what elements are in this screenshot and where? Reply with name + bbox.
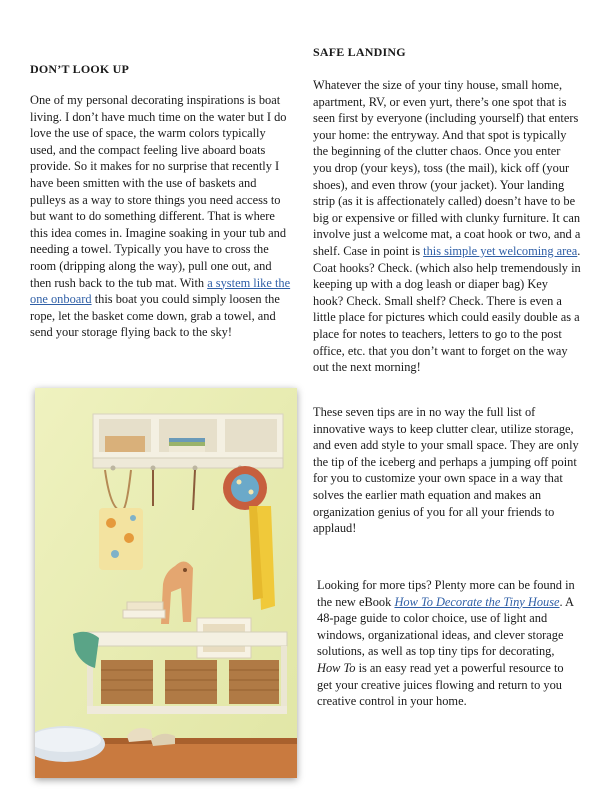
paragraph-ebook-promo: [317, 577, 579, 710]
paragraph-text: . Coat hooks? Check. (which also help tremendously in keeping up with a dog leash or diaper bag) Key hook? Check. Small shelf? Check. There is even a little place for pictures which could easily double as a place for notes to teachers, letters to go to the post office, etc. that you don’t want to forget on the way out the next morning!: [313, 243, 581, 375]
link-ebook-title[interactable]: How To Decorate the Tiny House: [394, 594, 560, 609]
paragraph-seven-tips: These seven tips are in no way the full list of innovative ways to keep clutter clear, utilize storage, and even add style to your small space. They are only the tip of the iceberg and perhaps a jumping off point for you to customize your own space in a way that solves the earlier math equation and makes an organization genius of you for all your friends to applaud!: [313, 405, 579, 536]
ebook-short-title: How To: [317, 660, 356, 675]
paragraph-text: Looking for more tips? Plenty more can be found in the new eBook: [317, 578, 575, 609]
heading-dont-look-up: DON’T LOOK UP: [30, 62, 130, 76]
paragraph-text: is an easy read yet a powerful resource to get your creative juices flowing and return to you creative control in your home.: [317, 660, 564, 709]
paragraph-text: this boat you could simply loosen the rope, let the basket come down, grab a towel, and send your storage flying back to the sky!: [30, 292, 280, 340]
entryway-illustration: [35, 388, 297, 778]
paragraph-boat-living: [30, 92, 292, 341]
paragraph-text: One of my personal decorating inspirations is boat living. I don’t have much time on the water but I do love the use of space, the warm colors typically used, and the compact feeling live aboard boats provide. So it makes for no surprise that recently I have been smitten with the use of baskets and pulleys as a way to store things you need access to but want to do something different. That is where this idea comes in. Imagine soaking in your tub and needing a towel. Typically you have to cross the room (dripping along the way), pull one out, and then rush back to the tub mat. With: [30, 93, 287, 290]
paragraph-text: Whatever the size of your tiny house, small home, apartment, RV, or even yurt, there’s one spot that is seen first by everyone (including yourself) that enters your home: the entryway. And that spot is typically the beginning of the clutter chaos. Once you enter you drop (your keys), toss (the mail), kick off (your shoes), and even throw (your jacket). Your landing strip (as it is affectionately called) doesn’t have to be big or expensive or filled with clunky furniture. It can involve just a welcome mat, a coat hook or two, and a shelf. Case in point is: [313, 78, 581, 258]
entryway-photo: [35, 388, 297, 778]
paragraph-text: . A 48-page guide to color choice, use of light and windows, organizational ideas, and clever storage solutions, as well as top tiny tips for decorating,: [317, 594, 574, 659]
link-system-onboard[interactable]: a system like the one onboard: [30, 275, 291, 307]
link-welcoming-area[interactable]: this simple yet welcoming area: [423, 243, 578, 258]
paragraph-entryway: [313, 77, 581, 376]
heading-safe-landing: SAFE LANDING: [313, 45, 406, 59]
